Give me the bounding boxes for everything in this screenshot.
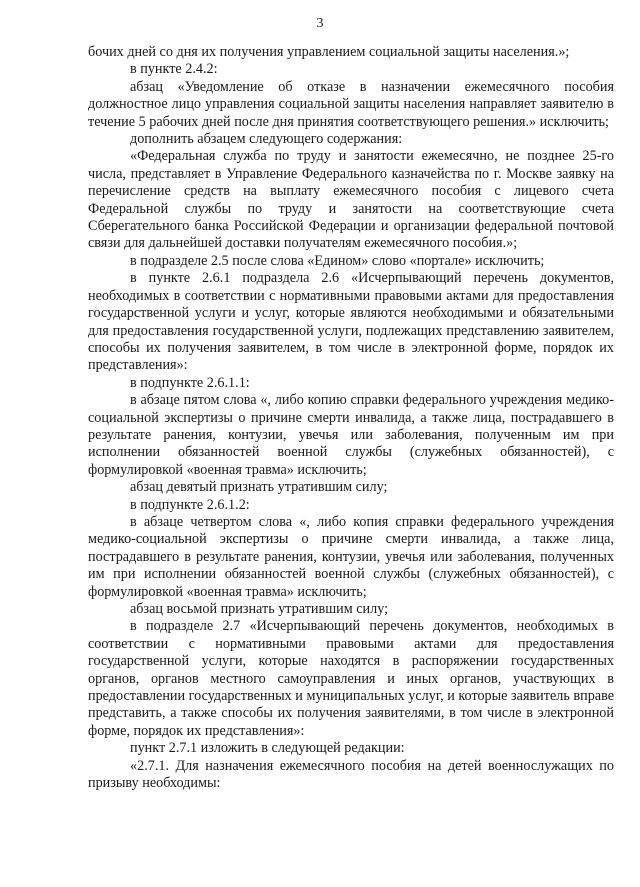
paragraph: дополнить абзацем следующего содержания:	[130, 131, 403, 148]
paragraph: бочих дней со дня их получения управлением социальной защиты населения.»;	[88, 44, 570, 60]
paragraph: в пункте 2.6.1 подраздела 2.6 «Исчерпывающий перечень документов, необходимых в соответствии с нормативными правовыми актами для предоставления государственной услуги и услуг, которые являются необходимыми и обязательными для предоставления государственной услуги, подлежащих представлению заявителем, способы их получения заявителем, в том числе в электронной форме, порядок их представления»:	[88, 270, 614, 374]
paragraph: «Федеральная служба по труду и занятости ежемесячно, не позднее 25-го числа, представляет в Управление Федерального казначейства по г. Москве заявку на перечисление средств на выплату ежемесячного пособия с лицевого счета Федеральной службы по труду и занятости на соответствующие счета Сберегательного банка Российской Федерации и организации федеральной почтовой связи для дальнейшей доставки получателям ежемесячного пособия.»;	[88, 148, 614, 252]
paragraph: в абзаце четвертом слова «, либо копия справки федерального учреждения медико-социальной экспертизы о причине смерти инвалида, а также лица, пострадавшего в результате ранения, контузии, увечья или заболевания, полученных им при исполнении обязанностей военной службы (служебных обязанностей), с формулировкой «военная травма» исключить;	[88, 513, 614, 600]
document-body	[88, 44, 614, 792]
paragraph: пункт 2.7.1 изложить в следующей редакции:	[130, 740, 405, 757]
paragraph: в подпункте 2.6.1.2:	[130, 496, 250, 513]
paragraph: в подпункте 2.6.1.1:	[130, 374, 250, 391]
paragraph: в абзаце пятом слова «, либо копию справки федерального учреждения медико-социальной экспертизы о причине смерти инвалида, а также лица, пострадавшего в результате ранения, контузии, увечья или заболевания, полученным им при исполнении обязанностей военной службы (служебных обязанностей), с формулировкой «военная травма» исключить;	[88, 392, 614, 478]
paragraph: в подразделе 2.7 «Исчерпывающий перечень документов, необходимых в соответствии с нормативными правовыми актами для предоставления государственной услуги, которые находятся в распоряжении государственных органов, органов местного самоуправления и иных органов, участвующих в предоставлении государственных и муниципальных услуг, и которые заявитель вправе представить, а также способы их получения заявителями, в том числе в электронной форме, порядок их представления»:	[88, 618, 614, 739]
paragraph: в пункте 2.4.2:	[130, 61, 218, 78]
paragraph: «2.7.1. Для назначения ежемесячного пособия на детей военнослужащих по призыву необходимы:	[88, 757, 614, 792]
paragraph: в подразделе 2.5 после слова «Едином» слово «портале» исключить;	[130, 252, 545, 269]
paragraph: абзац девятый признать утратившим силу;	[130, 479, 388, 496]
paragraph: абзац «Уведомление об отказе в назначении ежемесячного пособия должностное лицо управления социальной защиты населения направляет заявителю в течение 5 рабочих дней после дня принятия соответствующего решения.» исключить;	[88, 78, 614, 130]
page-number: 3	[316, 16, 324, 31]
paragraph: абзац восьмой признать утратившим силу;	[130, 601, 389, 617]
